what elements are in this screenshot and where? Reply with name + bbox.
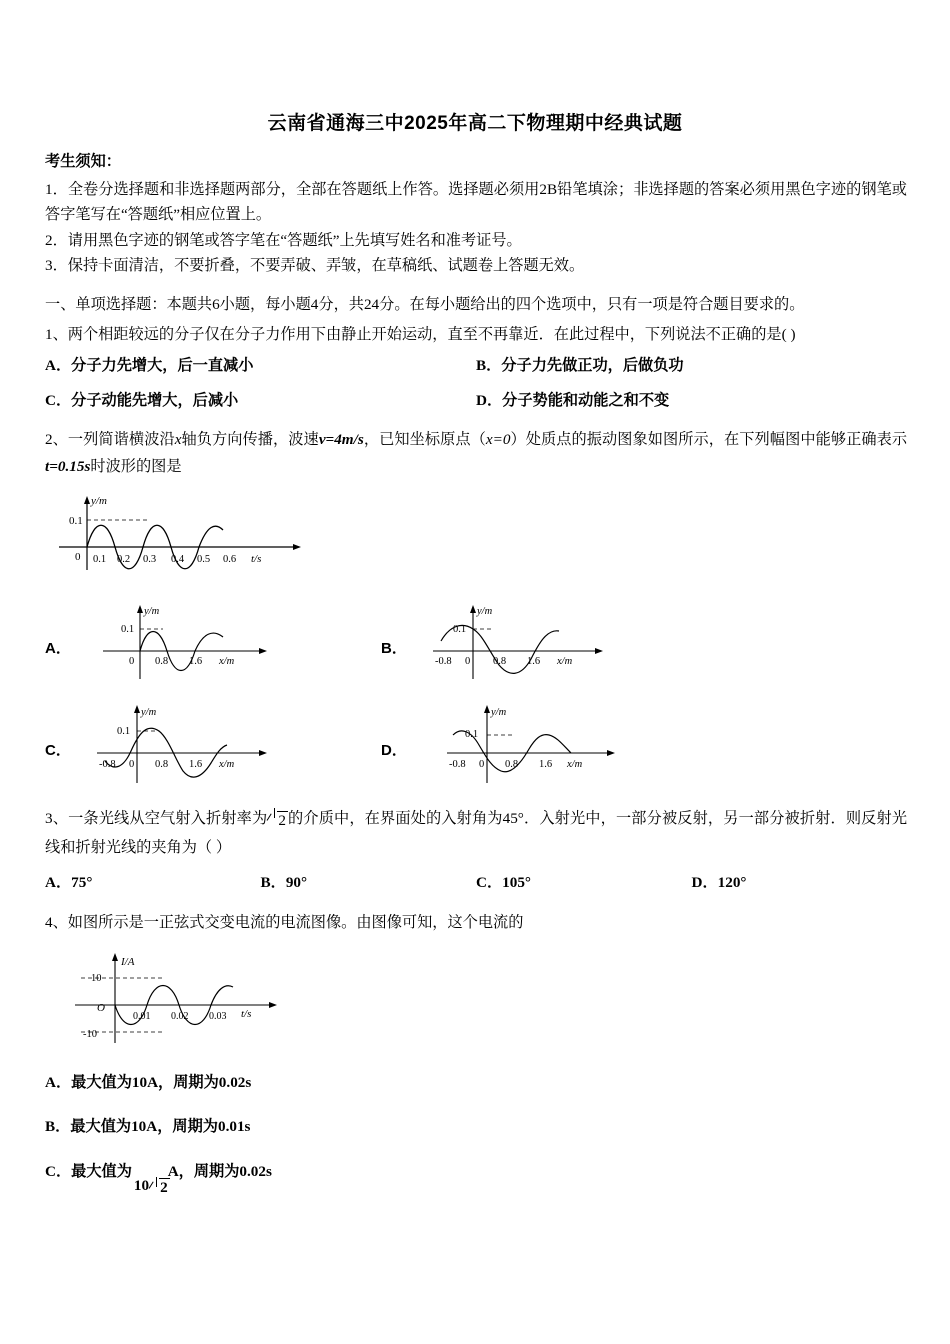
svg-text:1.6: 1.6	[189, 758, 203, 770]
question-2-choice-figures	[45, 599, 907, 799]
current-time-graph	[53, 945, 303, 1055]
svg-text:-0.8: -0.8	[99, 758, 116, 770]
sqrt-icon	[267, 807, 288, 834]
current-graph-origin: O	[97, 1001, 105, 1014]
svg-text:0.1: 0.1	[453, 623, 467, 635]
current-graph-xtick-1: 0.01	[133, 1010, 151, 1022]
question-2-choice-a-figure[interactable]	[85, 599, 285, 694]
svg-text:0.1: 0.1	[121, 623, 135, 635]
question-1-options-row-2	[45, 389, 907, 414]
question-1-options-row-1	[45, 354, 907, 379]
question-3-option-b[interactable]: B．90°	[260, 873, 308, 891]
wave-graph-main-xtick-3: 0.3	[143, 553, 157, 565]
sqrt-icon	[149, 1176, 170, 1201]
svg-text:0: 0	[129, 655, 135, 667]
question-2-stem-part5: 时波形的图是	[90, 457, 182, 475]
svg-text:x/m: x/m	[219, 758, 235, 770]
current-graph-ytick-pos: 10	[91, 972, 102, 984]
svg-text:0: 0	[129, 758, 135, 770]
notice-line-2: 2．请用黑色字迹的钢笔或答字笔在“答题纸”上先填写姓名和准考证号。	[45, 231, 522, 249]
question-3-number: 3、	[45, 809, 69, 827]
question-2-stem-part1: 一列简谐横波沿	[67, 430, 175, 448]
question-3	[45, 805, 907, 861]
svg-text:x/m: x/m	[219, 655, 235, 667]
question-4-options	[45, 1071, 907, 1196]
question-4-stem: 如图所示是一正弦式交变电流的电流图像。由图像可知，这个电流的	[67, 914, 524, 932]
question-2-number: 2、	[45, 430, 68, 448]
question-2-main-figure	[47, 490, 907, 585]
question-3-stem-part1: 一条光线从空气射入折射率为	[68, 809, 268, 827]
notice-line-1: 1．全卷分选择题和非选择题两部分，全部在答题纸上作答。选择题必须用2B铅笔填涂；非选择题的答案必须用黑色字迹的钢笔或答字笔写在“答题纸”相应位置上。	[45, 180, 907, 224]
svg-text:0.8: 0.8	[155, 758, 169, 770]
svg-text:1.6: 1.6	[527, 655, 541, 667]
question-2-choice-b-label: B．	[381, 639, 407, 657]
question-2-var-x: x	[174, 430, 182, 448]
question-4-option-c-pre: C．最大值为	[45, 1162, 132, 1180]
svg-text:0.8: 0.8	[493, 655, 507, 667]
svg-text:y/m: y/m	[141, 706, 157, 718]
question-4	[45, 909, 907, 936]
wave-graph-main-xtick-1: 0.1	[93, 553, 107, 565]
svg-text:0.1: 0.1	[465, 728, 479, 740]
svg-text:1.6: 1.6	[189, 655, 203, 667]
svg-text:0: 0	[479, 758, 485, 770]
svg-text:0: 0	[465, 655, 471, 667]
wave-graph-main	[47, 490, 317, 585]
question-4-option-c-post: A，周期为0.02s	[167, 1162, 272, 1180]
wave-graph-main-origin: 0	[75, 550, 81, 563]
wave-graph-main-xtick-4: 0.4	[171, 553, 185, 565]
question-2-choice-d-label: D．	[381, 741, 407, 759]
question-4-number: 4、	[45, 914, 68, 932]
question-4-option-a[interactable]: A．最大值为10A，周期为0.02s	[45, 1073, 252, 1091]
question-1-number: 1、	[45, 326, 68, 344]
wave-graph-main-ylabel: y/m	[91, 494, 107, 507]
question-4-option-c-coeff: 10	[133, 1176, 150, 1194]
question-1-stem: 两个相距较远的分子仅在分子力作用下由静止开始运动，直至不再靠近．在此过程中，下列说法不正确的是( )	[67, 326, 796, 344]
wave-graph-main-xtick-5: 0.5	[197, 553, 211, 565]
svg-text:y/m: y/m	[477, 605, 493, 617]
wave-graph-main-xtick-2: 0.2	[117, 553, 131, 565]
svg-text:1.6: 1.6	[539, 758, 553, 770]
wave-graph-main-xtick-6: 0.6	[223, 553, 237, 565]
svg-text:x/m: x/m	[557, 655, 573, 667]
page-title: 云南省通海三中2025年高二下物理期中经典试题	[267, 113, 683, 134]
question-2-stem-part4: ）处质点的振动图象如图所示，在下列幅图中能够正确表示	[510, 430, 908, 448]
svg-text:0.8: 0.8	[505, 758, 519, 770]
svg-text:-0.8: -0.8	[435, 655, 452, 667]
question-2-stem-part2: 轴负方向传播，波速	[181, 430, 319, 448]
notice-heading: 考生须知：	[45, 153, 121, 170]
svg-text:y/m: y/m	[144, 605, 160, 617]
question-2-choice-c-label: C．	[45, 741, 71, 759]
question-3-option-d[interactable]: D．120°	[691, 873, 747, 891]
question-2-choice-a-label: A．	[45, 639, 71, 657]
question-2-choice-c-figure[interactable]	[85, 701, 285, 796]
question-4-option-c[interactable]	[45, 1160, 907, 1196]
question-1-option-d[interactable]: D．分子势能和动能之和不变	[476, 392, 670, 410]
question-2	[45, 426, 907, 480]
svg-text:y/m: y/m	[491, 706, 507, 718]
question-2-choice-d-figure[interactable]	[421, 701, 631, 796]
question-1	[45, 321, 907, 348]
wave-graph-main-ytick: 0.1	[69, 514, 83, 527]
svg-text:0.1: 0.1	[117, 725, 131, 737]
question-3-stem-part2: 的介质中，在界面处的入射角为45°．入射光中，一部分被反射，另一部分被折射．则反射光线和折射光线的夹角为（ ）	[45, 809, 908, 856]
wave-graph-main-xlabel: t/s	[251, 552, 262, 565]
current-graph-ytick-neg: -10	[83, 1028, 97, 1040]
question-3-option-c[interactable]: C．105°	[476, 873, 532, 891]
question-2-choice-b-figure[interactable]	[421, 599, 621, 694]
current-graph-xtick-2: 0.02	[171, 1010, 189, 1022]
question-3-options	[45, 871, 907, 896]
section-heading: 一、单项选择题：本题共6小题，每小题4分，共24分。在每小题给出的四个选项中，只有一项是符合题目要求的。	[45, 295, 805, 313]
question-4-option-c-radicand: 2	[160, 1178, 168, 1196]
current-graph-xlabel: t/s	[241, 1007, 252, 1020]
question-3-sqrt-value: 2	[278, 811, 286, 829]
question-4-option-b[interactable]: B．最大值为10A，周期为0.01s	[45, 1118, 251, 1136]
current-graph-xtick-3: 0.03	[209, 1010, 227, 1022]
question-1-option-c[interactable]: C．分子动能先增大，后减小	[45, 392, 239, 410]
question-2-var-x0: x=0	[485, 430, 511, 448]
notice-line-3: 3．保持卡面清洁，不要折叠，不要弄破、弄皱，在草稿纸、试题卷上答题无效。	[45, 257, 585, 275]
svg-text:x/m: x/m	[567, 758, 583, 770]
svg-text:-0.8: -0.8	[449, 758, 466, 770]
document-body	[45, 150, 908, 1196]
svg-text:0.8: 0.8	[155, 655, 169, 667]
question-2-time: t=0.15s	[45, 457, 91, 475]
question-1-option-b[interactable]: B．分子力先做正功，后做负功	[476, 357, 684, 375]
question-2-wave-speed: v=4m/s	[318, 430, 364, 448]
question-1-option-a[interactable]: A．分子力先增大，后一直减小	[45, 357, 254, 375]
question-3-option-a[interactable]: A．75°	[45, 873, 93, 891]
current-graph-ylabel: I/A	[121, 955, 135, 968]
question-2-stem-part3: ，已知坐标原点（	[363, 430, 486, 448]
question-4-figure	[53, 945, 907, 1055]
